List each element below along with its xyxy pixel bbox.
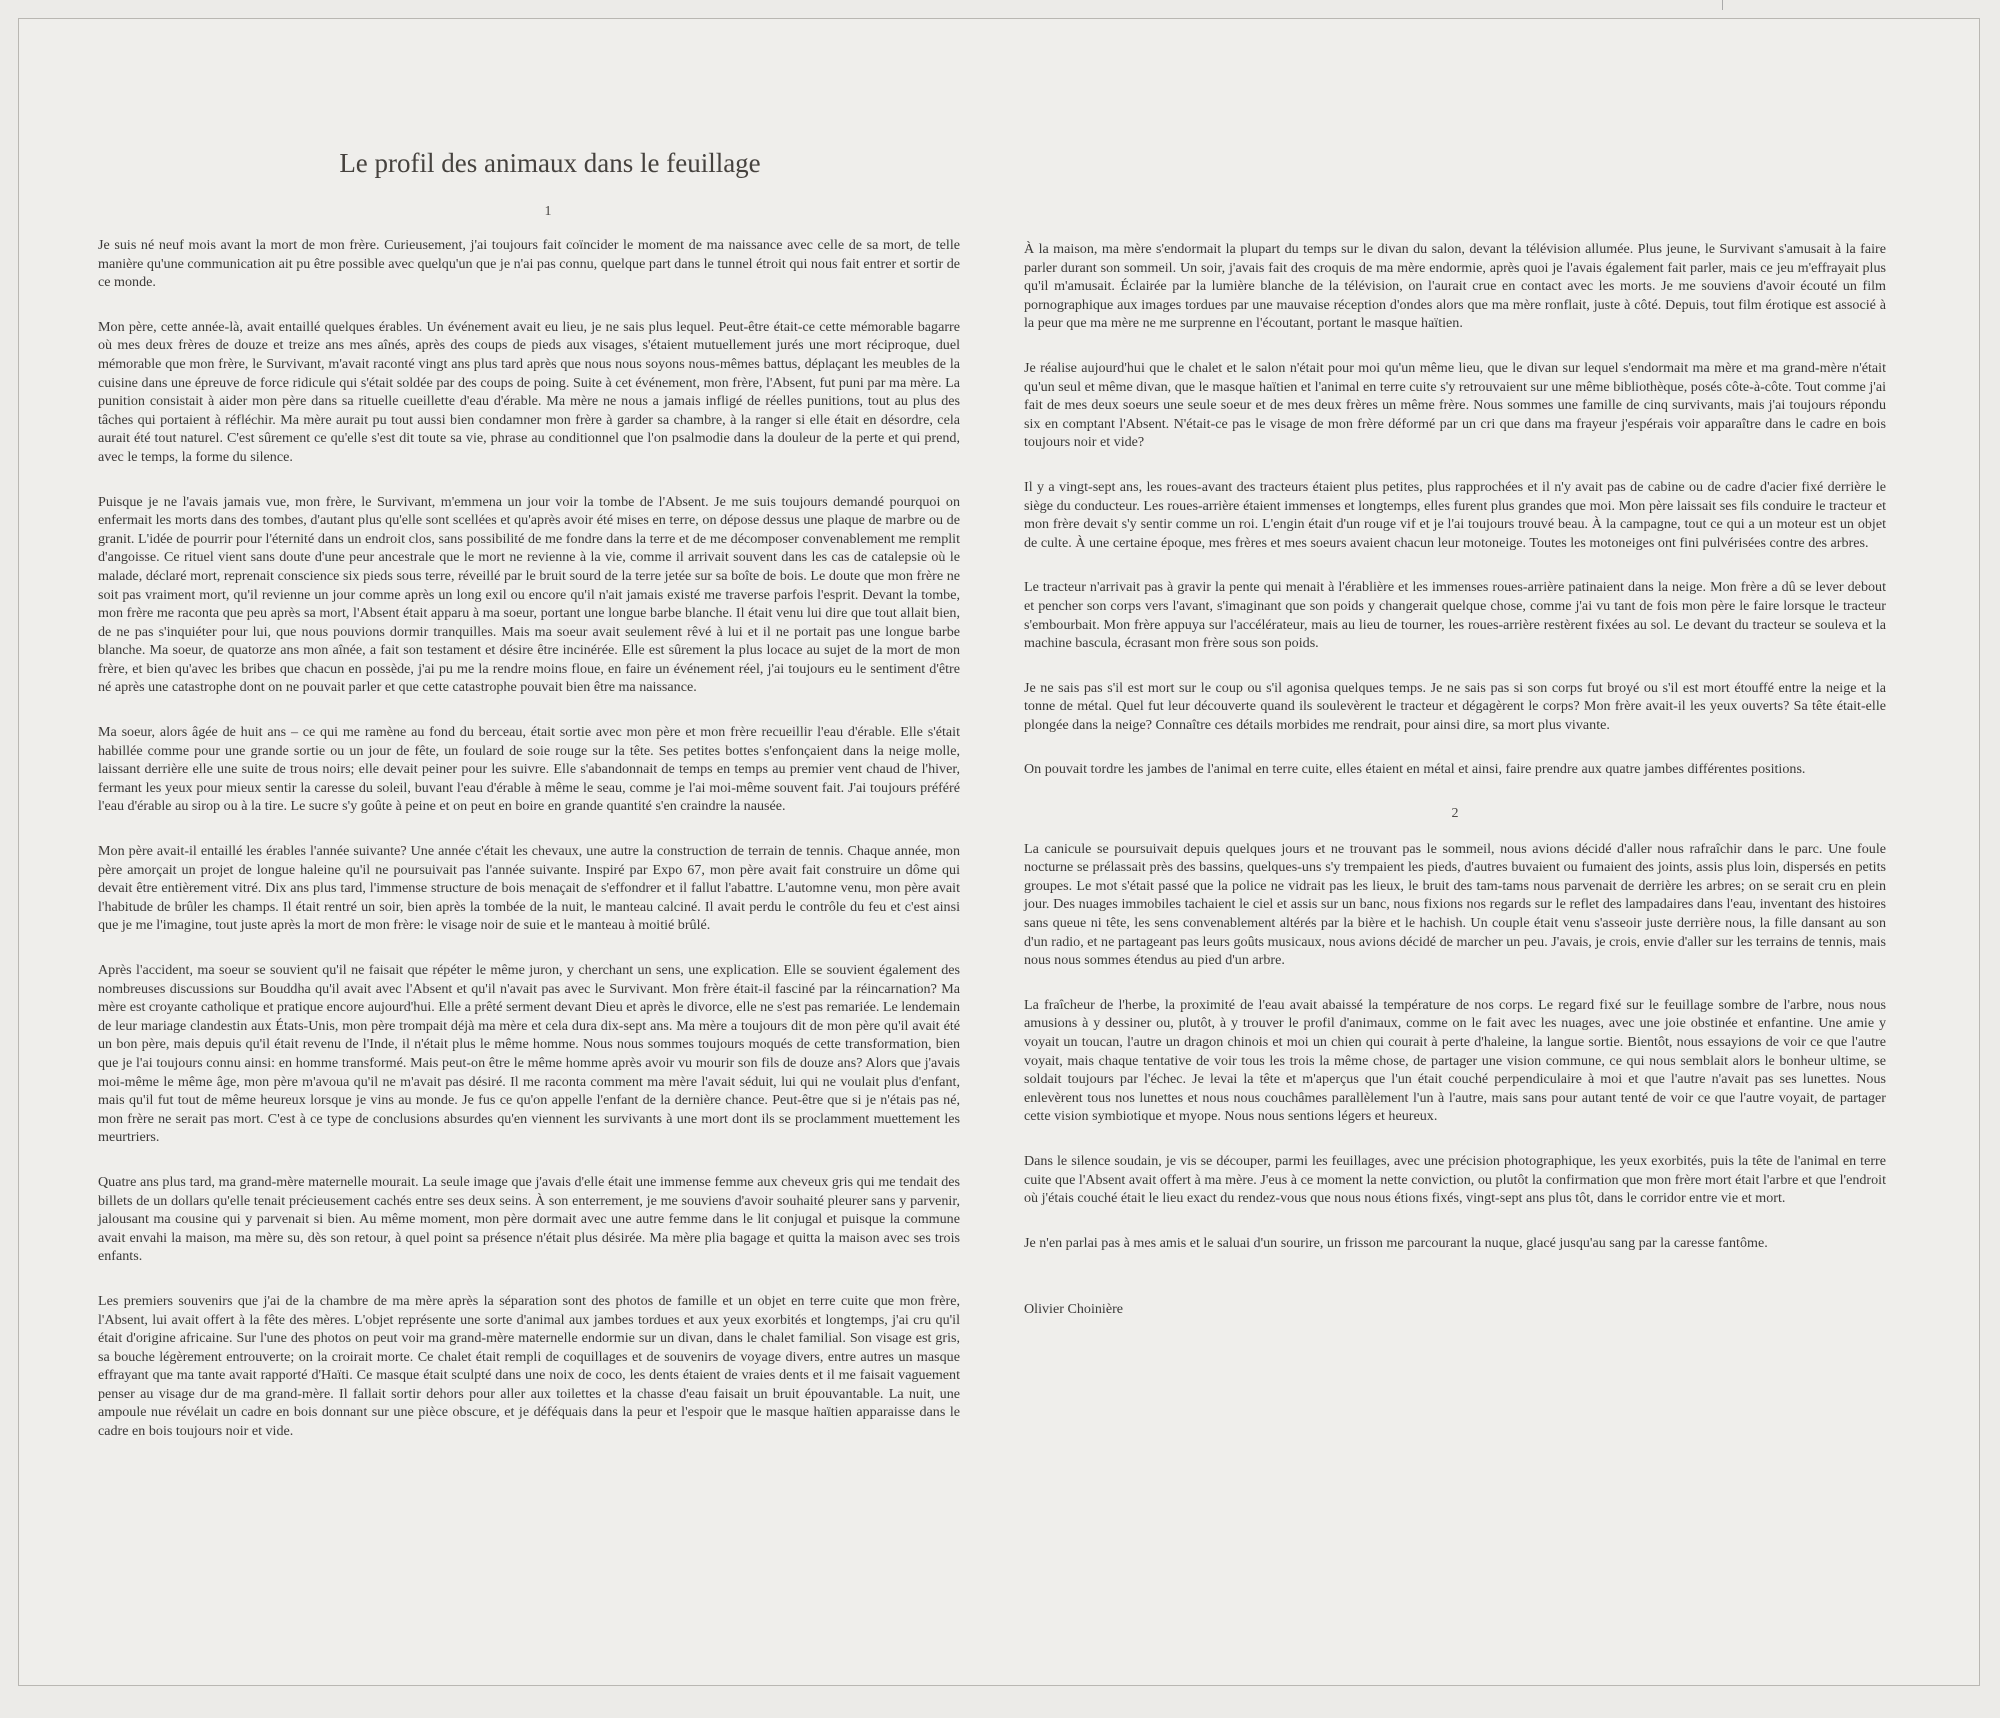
paragraph: Je ne sais pas s'il est mort sur le coup ou s'il agonisa quelques temps. Je ne sais pas si son corps fut broyé ou s'il est mort étouffé entre la neige et la tonne de métal. Quel fut leur découverte quand ils soulevèrent le tracteur et dégagèrent le corps? Mon frère avait-il les yeux ouverts? Sa tête était-elle plongée dans la neige? Connaître ces détails morbides me rendrait, pour ainsi dire, sa mort plus vivante. bbox=[1024, 679, 1886, 733]
paragraph: Les premiers souvenirs que j'ai de la chambre de ma mère après la séparation sont des photos de famille et un objet en terre cuite que mon frère, l'Absent, lui avait offert à la fête des mères. L'objet représente une sorte d'animal aux jambes tordues et aux yeux exorbités et longtemps, j'ai cru qu'il était d'origine africaine. Sur l'une des photos on peut voir ma grand-mère maternelle endormie sur un divan, dans le chalet familial. Son visage est gris, sa bouche légèrement entrouverte; on la croirait morte. Ce chalet était rempli de coquillages et de souvenirs de voyage divers, entre autres un masque effrayant que ma tante avait rapporté d'Haïti. Ce masque était sculpté dans une noix de coco, les dents étaient de vraies dents et il me faisait vaguement penser au visage dur de ma grand-mère. Il fallait sortir dehors pour aller aux toilettes et la chasse d'eau faisait un bruit épouvantable. La nuit, une ampoule nue révélait un cadre en bois donnant sur une pièce obscure, et je déféquais dans la peur et l'espoir que le masque haïtien apparaisse dans le cadre en bois toujours noir et vide. bbox=[98, 1292, 960, 1440]
left-column bbox=[98, 236, 960, 1467]
paragraph: On pouvait tordre les jambes de l'animal en terre cuite, elles étaient en métal et ainsi, faire prendre aux quatre jambes différentes positions. bbox=[1024, 761, 1806, 778]
paragraph: Puisque je ne l'avais jamais vue, mon frère, le Survivant, m'emmena un jour voir la tombe de l'Absent. Je me suis toujours demandé pourquoi on enfermait les morts dans des tombes, d'autant plus qu'elle sont scellées et qu'après avoir été mises en terre, on dépose dessus une plaque de marbre ou de granit. L'idée de pourrir pour l'éternité dans un endroit clos, sans possibilité de me fondre dans la terre et de me décomposer convenablement me remplit d'angoisse. Ce rituel vient sans doute d'une peur ancestrale que le mort ne revienne à la vie, comme il arrivait souvent dans les cas de catalepsie où le malade, déclaré mort, reprenait conscience six pieds sous terre, réveillé par le bruit sourd de la terre jetée sur sa boîte de bois. Le doute que mon frère ne soit pas vraiment mort, qu'il revienne un jour comme après un long exil ou encore qu'il n'ait jamais existé me traverse parfois l'esprit. Devant la tombe, mon frère me raconta que peu après sa mort, l'Absent était apparu à ma soeur, portant une longue barbe blanche. Il était venu lui dire que tout allait bien, de ne pas s'inquiéter pour lui, que nous pouvions dormir tranquilles. Mais ma soeur avait seulement rêvé à lui et il ne portait pas une longue barbe blanche. Ma soeur, de quatorze ans mon aînée, a fait son testament et désire être incinérée. Elle est sûrement la plus locace au sujet de la mort de mon frère, et bien qu'avec les bribes que chacun en possède, j'ai pu me la rendre moins floue, en faire un événement réel, j'ai toujours eu le sentiment d'être né après une catastrophe dont on ne pouvait parler et que cette catastrophe pouvait bien être ma naissance. bbox=[98, 493, 960, 696]
paragraph: Il y a vingt-sept ans, les roues-avant des tracteurs étaient plus petites, plus rapprochées et il n'y avait pas de cabine ou de cadre d'acier fixé derrière le siège du conducteur. Les roues-arrière étaient immenses et longtemps, elles furent plus grandes que moi. Mon père laissait ses fils conduire le tracteur et mon frère devait s'y sentir comme un roi. L'engin était d'un rouge vif et je l'ai toujours trouvé beau. À la campagne, tout ce qui a un moteur est un objet de culte. À une certaine époque, mes frères et mes soeurs avaient chacun leur motoneige. Toutes les motoneiges ont fini pulvérisées contre des arbres. bbox=[1024, 478, 1886, 551]
paragraph: Je réalise aujourd'hui que le chalet et le salon n'était pour moi qu'un même lieu, que le divan sur lequel s'endormait ma mère et ma grand-mère n'était qu'un seul et même divan, que le masque haïtien et l'animal en terre cuite s'y retrouvaient sur une même bibliothèque, posés côte-à-côte. Tout comme j'ai fait de mes deux soeurs une seule soeur et de mes deux frères un même frère. Nous sommes une famille de cinq survivants, mais j'ai toujours répondu six en comptant l'Absent. N'était-ce pas le visage de mon frère déformé par un cri que dans ma frayeur j'espérais voir apparaître dans le cadre en bois toujours noir et vide? bbox=[1024, 359, 1886, 451]
crop-mark bbox=[1722, 0, 1723, 10]
paragraph: Mon père, cette année-là, avait entaillé quelques érables. Un événement avait eu lieu, je ne sais plus lequel. Peut-être était-ce cette mémorable bagarre où mes deux frères de douze et treize ans mes aînés, après des coups de pieds aux visages, s'étaient mutuellement jurés une mort réciproque, duel mémorable que mon frère, le Survivant, m'avait raconté vingt ans plus tard après que nous nous soyons nous-mêmes battus, déplaçant les meubles de la cuisine dans une épreuve de force ridicule qui s'était soldée par des coups de poing. Suite à cet événement, mon frère, l'Absent, fut puni par ma mère. La punition consistait à aider mon père dans sa rituelle cueillette d'eau d'érable. Ma mère ne nous a jamais infligé de réelles punitions, tout au plus des tâches qui portaient à réfléchir. Ma mère aurait pu tout aussi bien condamner mon frère à garder sa chambre, à la ranger si elle était en désordre, cela aurait été tout naturel. C'est sûrement ce qu'elle s'est dit toute sa vie, phrase au conditionnel que l'on psalmodie dans la douleur de la perte et qui prend, avec le temps, la forme du silence. bbox=[98, 318, 960, 465]
paragraph: Le tracteur n'arrivait pas à gravir la pente qui menait à l'érablière et les immenses roues-arrière patinaient dans la neige. Mon frère a dû se lever debout et pencher son corps vers l'avant, s'imaginant que son poids y changerait quelque chose, comme j'ai vu tant de fois mon père le faire lorsque le tracteur s'embourbait. Mon frère appuya sur l'accélérateur, mais au lieu de tourner, les roues-arrière restèrent fixées au sol. Le devant du tracteur se souleva et la machine bascula, écrasant mon frère sous son poids. bbox=[1024, 579, 1886, 652]
paragraph: La canicule se poursuivait depuis quelques jours et ne trouvant pas le sommeil, nous avions décidé d'aller nous rafraîchir dans le parc. Une foule nocturne se prélassait près des bassins, quelques-uns s'y trempaient les pieds, d'autres buvaient ou fumaient des joints, assis plus loin, dispersés en petits groupes. Le mot s'était passé que la police ne vidrait pas les lieux, le bruit des tam-tams nous parvenait de derrière les arbres; on se serait cru en plein jour. Des nuages immobiles tachaient le ciel et assis sur un banc, nous fixions nos regards sur le reflet des lampadaires dans l'eau, inventant des histoires sans queue ni tête, les sens convenablement altérés par la bière et le hachish. Un couple était venu s'asseoir juste derrière nous, la fille dansant au son d'un radio, et ne partageant pas leurs goûts musicaux, nous avions décidé de marcher un peu. J'avais, je crois, envie d'aller sur les terrains de tennis, mais nous nous sommes étendus au pied d'un arbre. bbox=[1024, 840, 1886, 969]
author-signature: Olivier Choinière bbox=[1024, 1301, 1124, 1318]
paragraph: Dans le silence soudain, je vis se découper, parmi les feuillages, avec une précision photographique, les yeux exorbités, puis la tête de l'animal en terre cuite que l'Absent avait offert à ma mère. J'eus à ce moment la nette conviction, ou plutôt la confirmation que mon frère mort était l'arbre et que l'endroit où j'étais couché était le lieu exact du rendez-vous que nous nous étions fixés, vingt-sept ans plus tôt, dans le corridor entre vie et mort. bbox=[1024, 1152, 1886, 1207]
right-column bbox=[1024, 240, 1886, 1345]
paragraph: Je suis né neuf mois avant la mort de mon frère. Curieusement, j'ai toujours fait coïncider le moment de ma naissance avec celle de sa mort, de telle manière qu'une communication ait pu être possible avec quelqu'un que je n'ai pas connu, quelque part dans le tunnel étroit qui nous fait entrer et sortir de ce monde. bbox=[98, 237, 960, 291]
paragraph: Ma soeur, alors âgée de huit ans – ce qui me ramène au fond du berceau, était sortie avec mon père et mon frère recueillir l'eau d'érable. Elle s'était habillée comme pour une grande sortie ou un jour de fête, un foulard de soie rouge sur la tête. Ses petites bottes s'enfonçaient dans la neige molle, laissant derrière elle une suite de trous noirs; elle devait peiner pour les suivre. Elle s'abandonnait de temps en temps au premier vent chaud de l'hiver, fermant les yeux pour mieux sentir la caresse du soleil, buvant l'eau d'érable à même le seau, comme je l'ai moi-même souvent fait. J'ai toujours préféré l'eau d'érable au sirop ou à la tire. Le sucre s'y goûte à peine et on peut en boire en grande quantité s'en craindre la nausée. bbox=[98, 724, 960, 815]
section-number-1: 1 bbox=[544, 204, 552, 219]
paragraph: La fraîcheur de l'herbe, la proximité de l'eau avait abaissé la température de nos corps. Le regard fixé sur le feuillage sombre de l'arbre, nous nous amusions à y dessiner ou, plutôt, à y trouver le profil d'animaux, comme on le fait avec les nuages, avec une joie obstinée et enfantine. Une amie y voyait un toucan, l'autre un dragon chinois et moi un chien qui courait à perte d'haleine, la langue sortie. Bientôt, nous essayions de voir ce que l'autre voyait, mais chaque tentative de voir tous les trois la même chose, de partager une vision commune, ce qui nous semblait alors le bonheur ultime, se soldait toujours par l'échec. Je levai la tête et m'aperçus que l'un était couché perpendiculaire à moi et que l'autre n'avait pas ses lunettes. Nous enlevèrent tous nos lunettes et nous nous couchâmes parallèlement l'un à l'autre, mais sans pour autant tenté de voir ce que l'autre voyait, de partager cette vision symbiotique et myope. Nous nous sentions légers et heureux. bbox=[1024, 996, 1886, 1125]
document-title: Le profil des animaux dans le feuillage bbox=[339, 148, 761, 178]
paragraph: Mon père avait-il entaillé les érables l'année suivante? Une année c'était les chevaux, une autre la construction de terrain de tennis. Chaque année, mon père amorçait un projet de longue haleine qu'il ne poursuivait pas l'année suivante. Inspiré par Expo 67, mon père avait fait construire un dôme qui devait être entièrement vitré. Dix ans plus tard, l'immense structure de bois menaçait de s'effondrer et il fallut l'abattre. L'automne venu, mon père avait l'habitude de brûler les champs. Il était rentré un soir, bien après la tombée de la nuit, le manteau calciné. Il avait perdu le contrôle du feu et c'est ainsi que je me l'imagine, tout juste après la mort de mon frère: le visage noir de suie et le manteau à moitié brûlé. bbox=[98, 843, 960, 934]
paragraph: Après l'accident, ma soeur se souvient qu'il ne faisait que répéter le même juron, y cherchant un sens, une explication. Elle se souvient également des nombreuses discussions sur Bouddha qu'il avait avec l'Absent et qu'il n'avait pas avec le Survivant. Mon frère était-il fasciné par la réincarnation? Ma mère est croyante catholique et pratique encore aujourd'hui. Elle a prêté serment devant Dieu et après le divorce, elle ne s'est pas remariée. Le lendemain de leur mariage clandestin aux États-Unis, mon père trompait déjà ma mère et cela dura dix-sept ans. Ma mère a toujours dit de mon père qu'il avait été un bon père, mais depuis qu'il était revenu de l'Inde, il n'était plus le même homme. Nous nous sommes toujours moqués de cette transformation, bien que je l'ai toujours connu ainsi: en homme transformé. Mais peut-on être le même homme après avoir vu mourir son fils de douze ans? Alors que j'avais moi-même le même âge, mon père m'avoua qu'il ne m'avait pas désiré. Il me raconta comment ma mère l'avait séduit, lui qui ne voulait plus d'enfant, mais qu'il fut tout de même heureux lorsque je vins au monde. Je fus ce qu'on appelle l'enfant de la dernière chance. Peut-être que si je n'étais pas né, mon frère ne serait pas mort. C'est à ce type de conclusions absurdes qu'en viennent les survivants à une mort dont ils se proclamment muettement les meurtriers. bbox=[98, 962, 960, 1146]
paragraph: À la maison, ma mère s'endormait la plupart du temps sur le divan du salon, devant la télévision allumée. Plus jeune, le Survivant s'amusait à la faire parler durant son sommeil. Un soir, j'avais fait des croquis de ma mère endormie, après quoi je l'avais également fait parler, mais ce jeu m'effrayait plus qu'il m'amusait. Éclairée par la lumière blanche de la télévision, on l'aurait crue en contact avec les morts. Je me souviens d'avoir écouté un film pornographique aux images tordues par une mauvaise réception d'ondes alors que ma mère ronflait, juste à côté. Depuis, tout film érotique est associé à la peur que ma mère ne me surprenne en l'écoutant, portant le masque haïtien. bbox=[1024, 241, 1886, 332]
section-number-2: 2 bbox=[1451, 806, 1459, 822]
paragraph: Je n'en parlai pas à mes amis et le saluai d'un sourire, un frisson me parcourant la nuque, glacé jusqu'au sang par la caresse fantôme. bbox=[1024, 1234, 1768, 1251]
paragraph: Quatre ans plus tard, ma grand-mère maternelle mourait. La seule image que j'avais d'elle était une immense femme aux cheveux gris qui me tendait des billets de un dollars qu'elle tenait précieusement cachés entre ses deux seins. À son enterrement, je me souviens d'avoir souhaité pleurer sans y parvenir, jalousant ma cousine qui y parvenait si bien. Au même moment, mon père dormait avec une autre femme dans le lit conjugal et puisque la commune avait envahi la maison, ma mère su, dès son retour, à quel point sa présence n'était plus désirée. Ma mère plia bagage et quitta la maison avec ses trois enfants. bbox=[98, 1173, 960, 1265]
